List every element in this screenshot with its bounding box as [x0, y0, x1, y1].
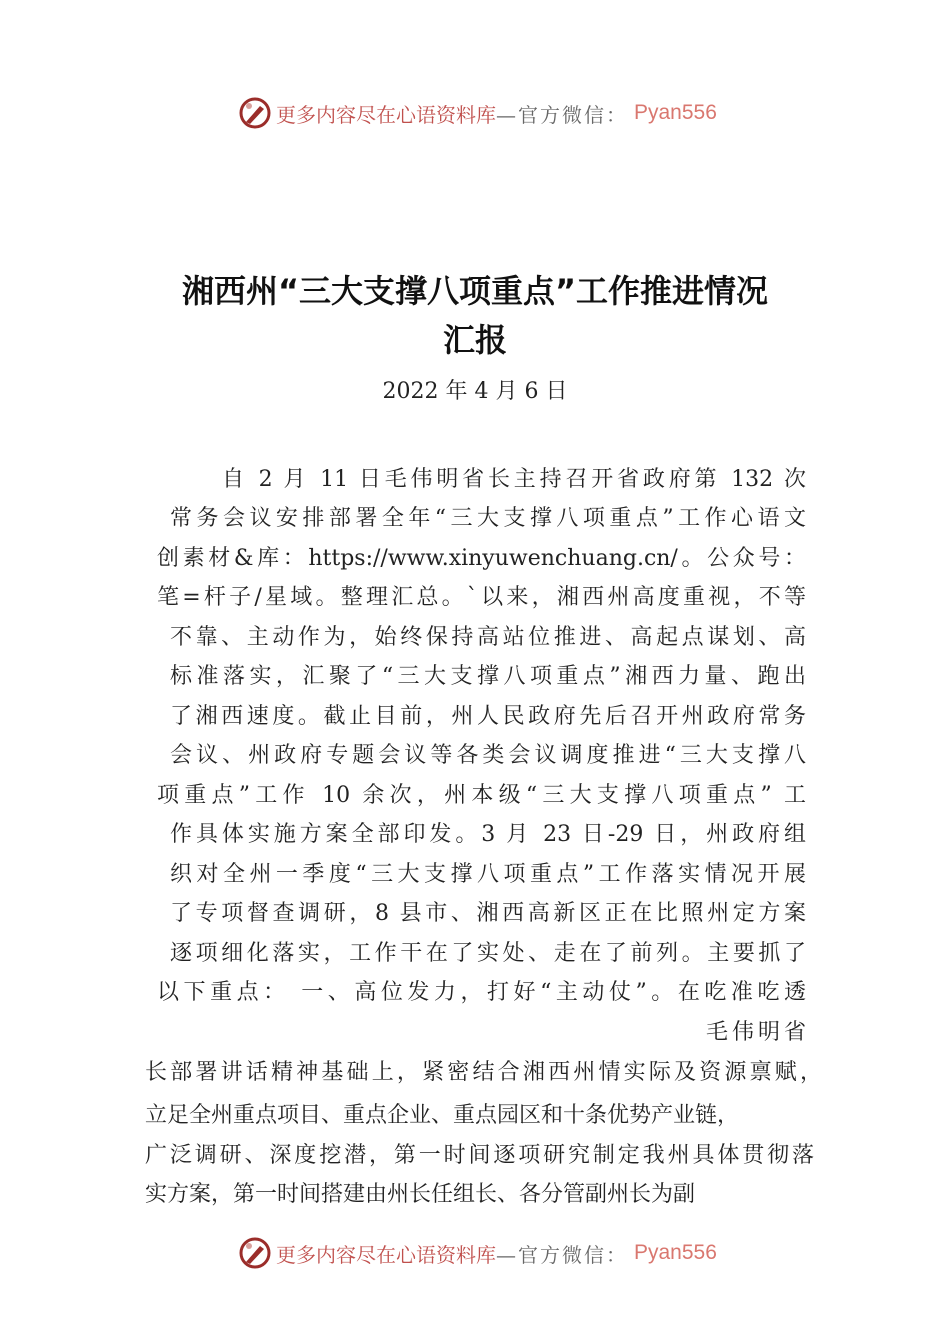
body-line: 项重点”工作 10 余次，州本级“三大支撑八项重点” 工	[157, 783, 806, 808]
body-line: 长部署讲话精神基础上，紧密结合湘西州情实际及资源禀赋，	[145, 1060, 822, 1085]
watermark-prefix: 更多内容尽在心语资料库	[276, 1242, 496, 1267]
body-line: 实方案，第一时间搭建由州长任组长、各分管副州长为副	[145, 1182, 696, 1207]
body-line: 自 2 月 11 日毛伟明省长主持召开省政府第 132 次	[222, 467, 806, 492]
body-line: 立足全州重点项目、重点企业、重点园区和十条优势产业链，	[145, 1103, 740, 1128]
document-title-line1: 湘西州“三大支撑八项重点”工作推进情况	[181, 272, 769, 310]
body-line: 会议、州政府专题会议等各类会议调度推进“三大支撑八	[170, 743, 806, 768]
watermark-middle: —官方微信：	[496, 1242, 628, 1267]
body-line: 了湘西速度。截止目前，州人民政府先后召开州政府常务	[170, 704, 806, 729]
body-line: 笔=杆子/星域。整理汇总。`以来，湘西州高度重视，不等	[157, 585, 806, 610]
body-line: 常务会议安排部署全年“三大支撑八项重点”工作心语文	[170, 506, 806, 531]
body-line: 创素材&库：https://www.xinyuwenchuang.cn/。公众号：	[157, 546, 806, 571]
watermark-middle: —官方微信：	[496, 102, 628, 127]
body-line: 织对全州一季度“三大支撑八项重点”工作落实情况开展	[170, 862, 806, 887]
body-line: 逐项细化落实，工作干在了实处、走在了前列。主要抓了	[170, 941, 806, 966]
body-line: 作具体实施方案全部印发。3 月 23 日-29 日，州政府组	[170, 822, 806, 847]
watermark-prefix: 更多内容尽在心语资料库	[276, 102, 496, 127]
body-line: 以下重点： 一、高位发力，打好“主动仗”。在吃准吃透	[157, 980, 806, 1005]
pen-logo-icon	[238, 96, 272, 130]
watermark-id: Pyan556	[634, 1241, 717, 1264]
document-title-line2: 汇报	[442, 321, 507, 359]
body-line: 广泛调研、深度挖潜，第一时间逐项研究制定我州具体贯彻落	[145, 1143, 814, 1168]
watermark-header	[238, 95, 717, 131]
body-line: 了专项督查调研，8 县市、湘西高新区正在比照州定方案	[170, 901, 806, 926]
watermark-footer	[238, 1235, 717, 1271]
body-line: 毛伟明省	[706, 1020, 806, 1045]
body-line: 标准落实，汇聚了“三大支撑八项重点”湘西力量、跑出	[170, 664, 806, 689]
body-line: 不靠、主动作为，始终保持高站位推进、高起点谋划、高	[170, 625, 806, 650]
document-date: 2022 年 4 月 6 日	[382, 379, 568, 404]
pen-logo-icon	[238, 1236, 272, 1270]
watermark-id: Pyan556	[634, 101, 717, 124]
